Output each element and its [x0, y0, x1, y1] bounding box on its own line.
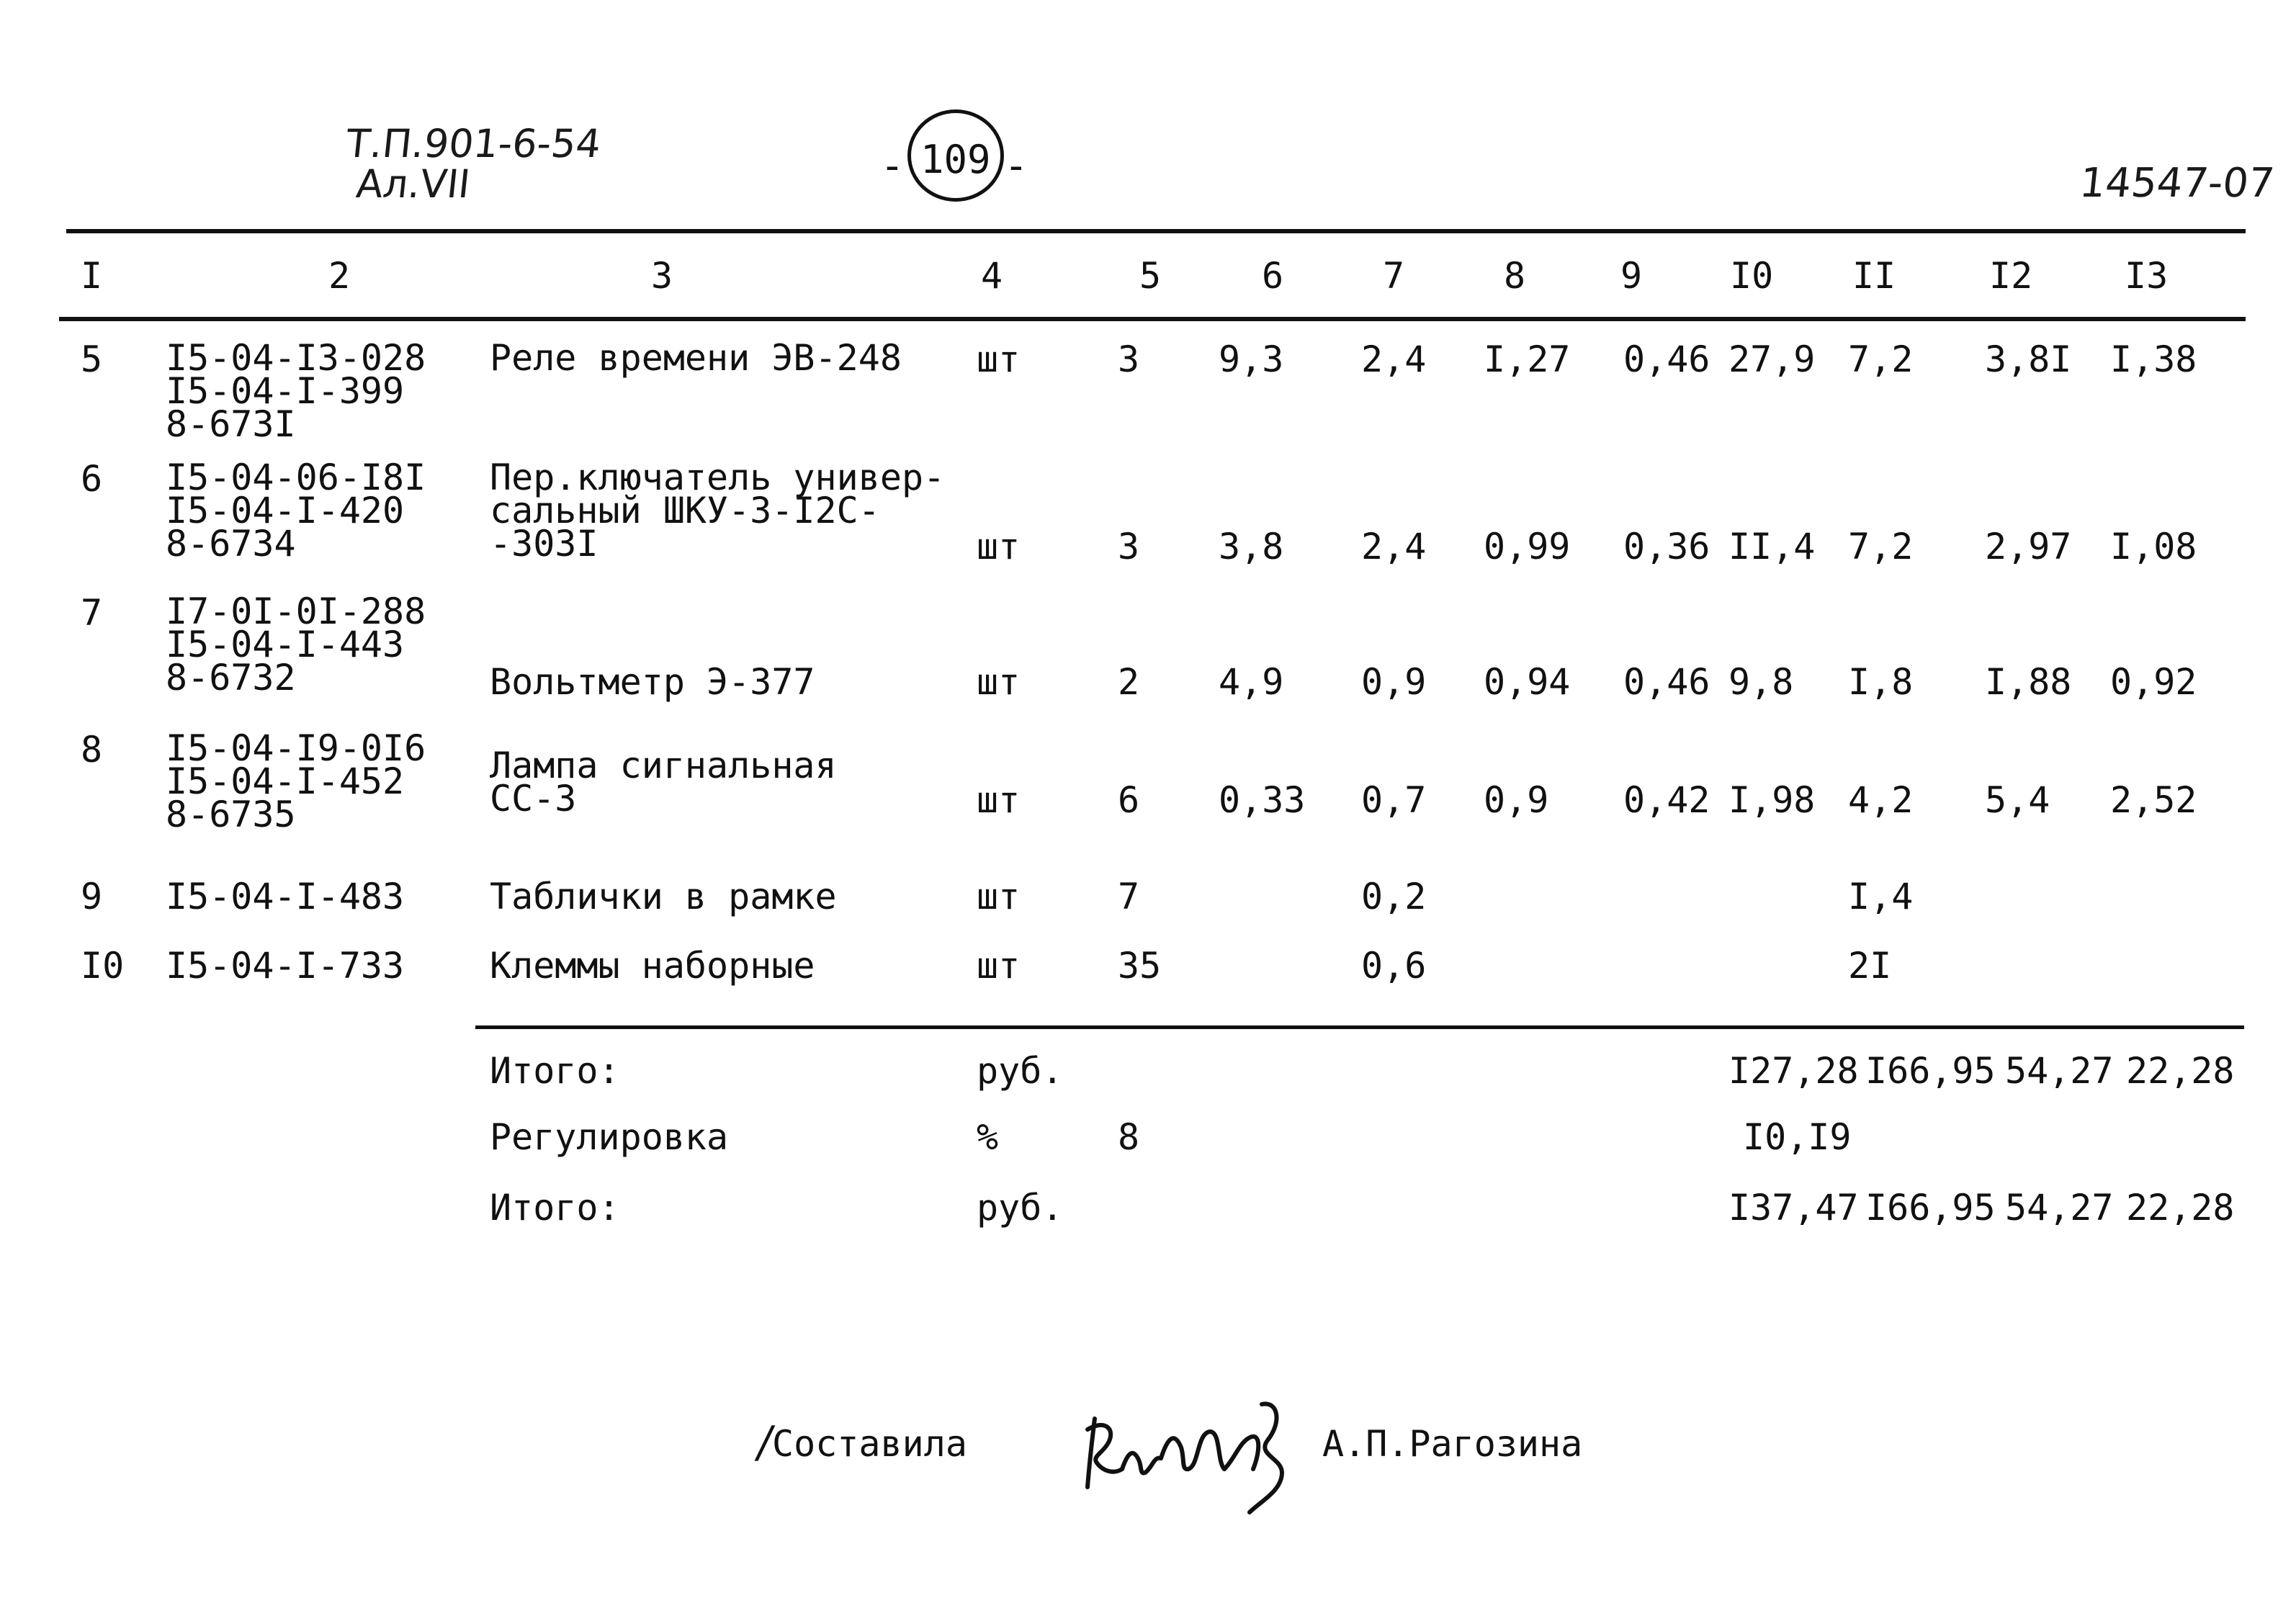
col-header-6: 6 [1262, 255, 1284, 297]
row-qty: 2 [1118, 661, 1140, 703]
row-qty: 6 [1118, 779, 1140, 821]
grand-total-unit: руб. [977, 1187, 1064, 1229]
totals-unit: руб. [977, 1050, 1064, 1092]
row-c9: 0,36 [1623, 526, 1710, 567]
totals-label: Итого: [490, 1050, 620, 1092]
row-c7: 0,2 [1361, 876, 1427, 917]
row-c6: 0,33 [1219, 779, 1306, 821]
row-c10: I,98 [1728, 779, 1816, 821]
totals-c12: 54,27 [2005, 1050, 2114, 1092]
page-number: 109 [920, 137, 991, 182]
row-c9: 0,46 [1623, 661, 1710, 703]
adjustment-qty: 8 [1118, 1116, 1140, 1158]
row-c7: 0,7 [1361, 779, 1427, 821]
row-c13: I,38 [2110, 338, 2197, 380]
composed-slash: / [753, 1417, 777, 1468]
project-code [340, 121, 604, 207]
grand-total-c11: I66,95 [1865, 1187, 1996, 1229]
col-header-2: 2 [328, 255, 351, 297]
row-codes: I5-04-I3-028 I5-04-I-399 8-673I [166, 337, 426, 445]
row-unit: шт [977, 876, 1021, 917]
row-c7: 0,6 [1361, 945, 1427, 987]
grand-total-c13: 22,28 [2126, 1187, 2235, 1229]
row-name: Таблички в рамке [490, 876, 837, 917]
row-c12: 2,97 [1985, 526, 2072, 567]
handwritten-signature [1073, 1390, 1311, 1520]
signature-image [1073, 1390, 1311, 1520]
row-c11: I,4 [1848, 876, 1914, 917]
row-qty: 35 [1118, 945, 1162, 987]
row-qty: 3 [1118, 338, 1140, 380]
row-c8: I,27 [1484, 338, 1571, 380]
row-qty: 3 [1118, 526, 1140, 567]
row-c13: 0,92 [2110, 661, 2197, 703]
adjustment-label: Регулировка [490, 1116, 729, 1158]
row-name: Клеммы наборные [490, 945, 815, 987]
row-qty: 7 [1118, 876, 1140, 917]
row-c9: 0,46 [1623, 338, 1710, 380]
row-c8: 0,9 [1484, 779, 1549, 821]
row-c10: 9,8 [1728, 661, 1794, 703]
row-number: 7 [81, 592, 103, 634]
col-header-4: 4 [981, 255, 1003, 297]
col-header-10: I0 [1730, 255, 1774, 297]
col-header-9: 9 [1620, 255, 1643, 297]
row-c7: 2,4 [1361, 338, 1427, 380]
row-unit: шт [977, 661, 1021, 703]
row-c12: 3,8I [1985, 338, 2072, 380]
row-c13: 2,52 [2110, 779, 2197, 821]
row-c11: 2I [1848, 945, 1892, 987]
row-name: Реле времени ЭВ-248 [490, 337, 902, 379]
row-number: 5 [81, 338, 103, 380]
document-number: 14547-07 [2077, 160, 2277, 207]
row-c11: 7,2 [1848, 338, 1914, 380]
header-bottom-rule [59, 317, 2246, 321]
row-codes: I5-04-I9-0I6 I5-04-I-452 8-6735 [166, 727, 426, 835]
row-c12: 5,4 [1985, 779, 2050, 821]
col-header-5: 5 [1139, 255, 1162, 297]
row-c7: 0,9 [1361, 661, 1427, 703]
row-c6: 3,8 [1219, 526, 1284, 567]
row-name: Пер.ключатель универ- сальный ШКУ-3-I2С- -303I [490, 457, 946, 565]
grand-total-c12: 54,27 [2005, 1187, 2114, 1229]
row-codes: I5-04-I-483 [166, 876, 405, 917]
row-c6: 9,3 [1219, 338, 1284, 380]
page-number-block [880, 108, 1028, 202]
row-c11: I,8 [1848, 661, 1914, 703]
row-c13: I,08 [2110, 526, 2197, 567]
totals-c13: 22,28 [2126, 1050, 2235, 1092]
row-c7: 2,4 [1361, 526, 1427, 567]
row-c8: 0,99 [1484, 526, 1571, 567]
row-c10: II,4 [1728, 526, 1816, 567]
row-unit: шт [977, 779, 1021, 821]
row-c8: 0,94 [1484, 661, 1571, 703]
totals-c10: I27,28 [1728, 1050, 1859, 1092]
row-c10: 27,9 [1728, 338, 1816, 380]
grand-total-label: Итого: [490, 1187, 620, 1229]
row-number: 9 [81, 876, 103, 917]
row-codes: I5-04-06-I8I I5-04-I-420 8-6734 [166, 457, 426, 565]
project-code-line2: Ал.VII [354, 161, 472, 207]
col-header-13: I3 [2125, 255, 2169, 297]
row-unit: шт [977, 945, 1021, 987]
totals-rule [475, 1025, 2244, 1029]
col-header-3: 3 [651, 255, 673, 297]
col-header-7: 7 [1383, 255, 1405, 297]
row-number: 6 [81, 458, 103, 500]
row-c12: I,88 [1985, 661, 2072, 703]
col-header-1: I [81, 255, 103, 297]
row-c11: 4,2 [1848, 779, 1914, 821]
row-c9: 0,42 [1623, 779, 1710, 821]
header-top-rule [66, 229, 2246, 233]
row-number: I0 [81, 945, 125, 987]
row-number: 8 [81, 729, 103, 771]
row-c11: 7,2 [1848, 526, 1914, 567]
row-unit: шт [977, 338, 1021, 380]
page-dash-right: - [1004, 143, 1028, 189]
row-codes: I7-0I-0I-288 I5-04-I-443 8-6732 [166, 591, 426, 699]
project-code-line1: Т.П.901-6-54 [344, 121, 604, 166]
signer-name: А.П.Рагозина [1322, 1423, 1583, 1465]
row-name: Лампа сигнальная СС-3 [490, 745, 837, 820]
row-codes: I5-04-I-733 [166, 945, 405, 987]
adjustment-unit: % [977, 1116, 999, 1158]
col-header-11: II [1852, 255, 1896, 297]
composed-label: Составила [772, 1423, 967, 1465]
totals-c11: I66,95 [1865, 1050, 1996, 1092]
grand-total-c10: I37,47 [1728, 1187, 1859, 1229]
col-header-8: 8 [1504, 255, 1526, 297]
row-unit: шт [977, 526, 1021, 567]
row-name: Вольтметр Э-377 [490, 661, 815, 703]
page-dash-left: - [880, 143, 905, 189]
adjustment-c10: I0,I9 [1743, 1116, 1852, 1158]
col-header-12: I2 [1989, 255, 2033, 297]
row-c6: 4,9 [1219, 661, 1284, 703]
